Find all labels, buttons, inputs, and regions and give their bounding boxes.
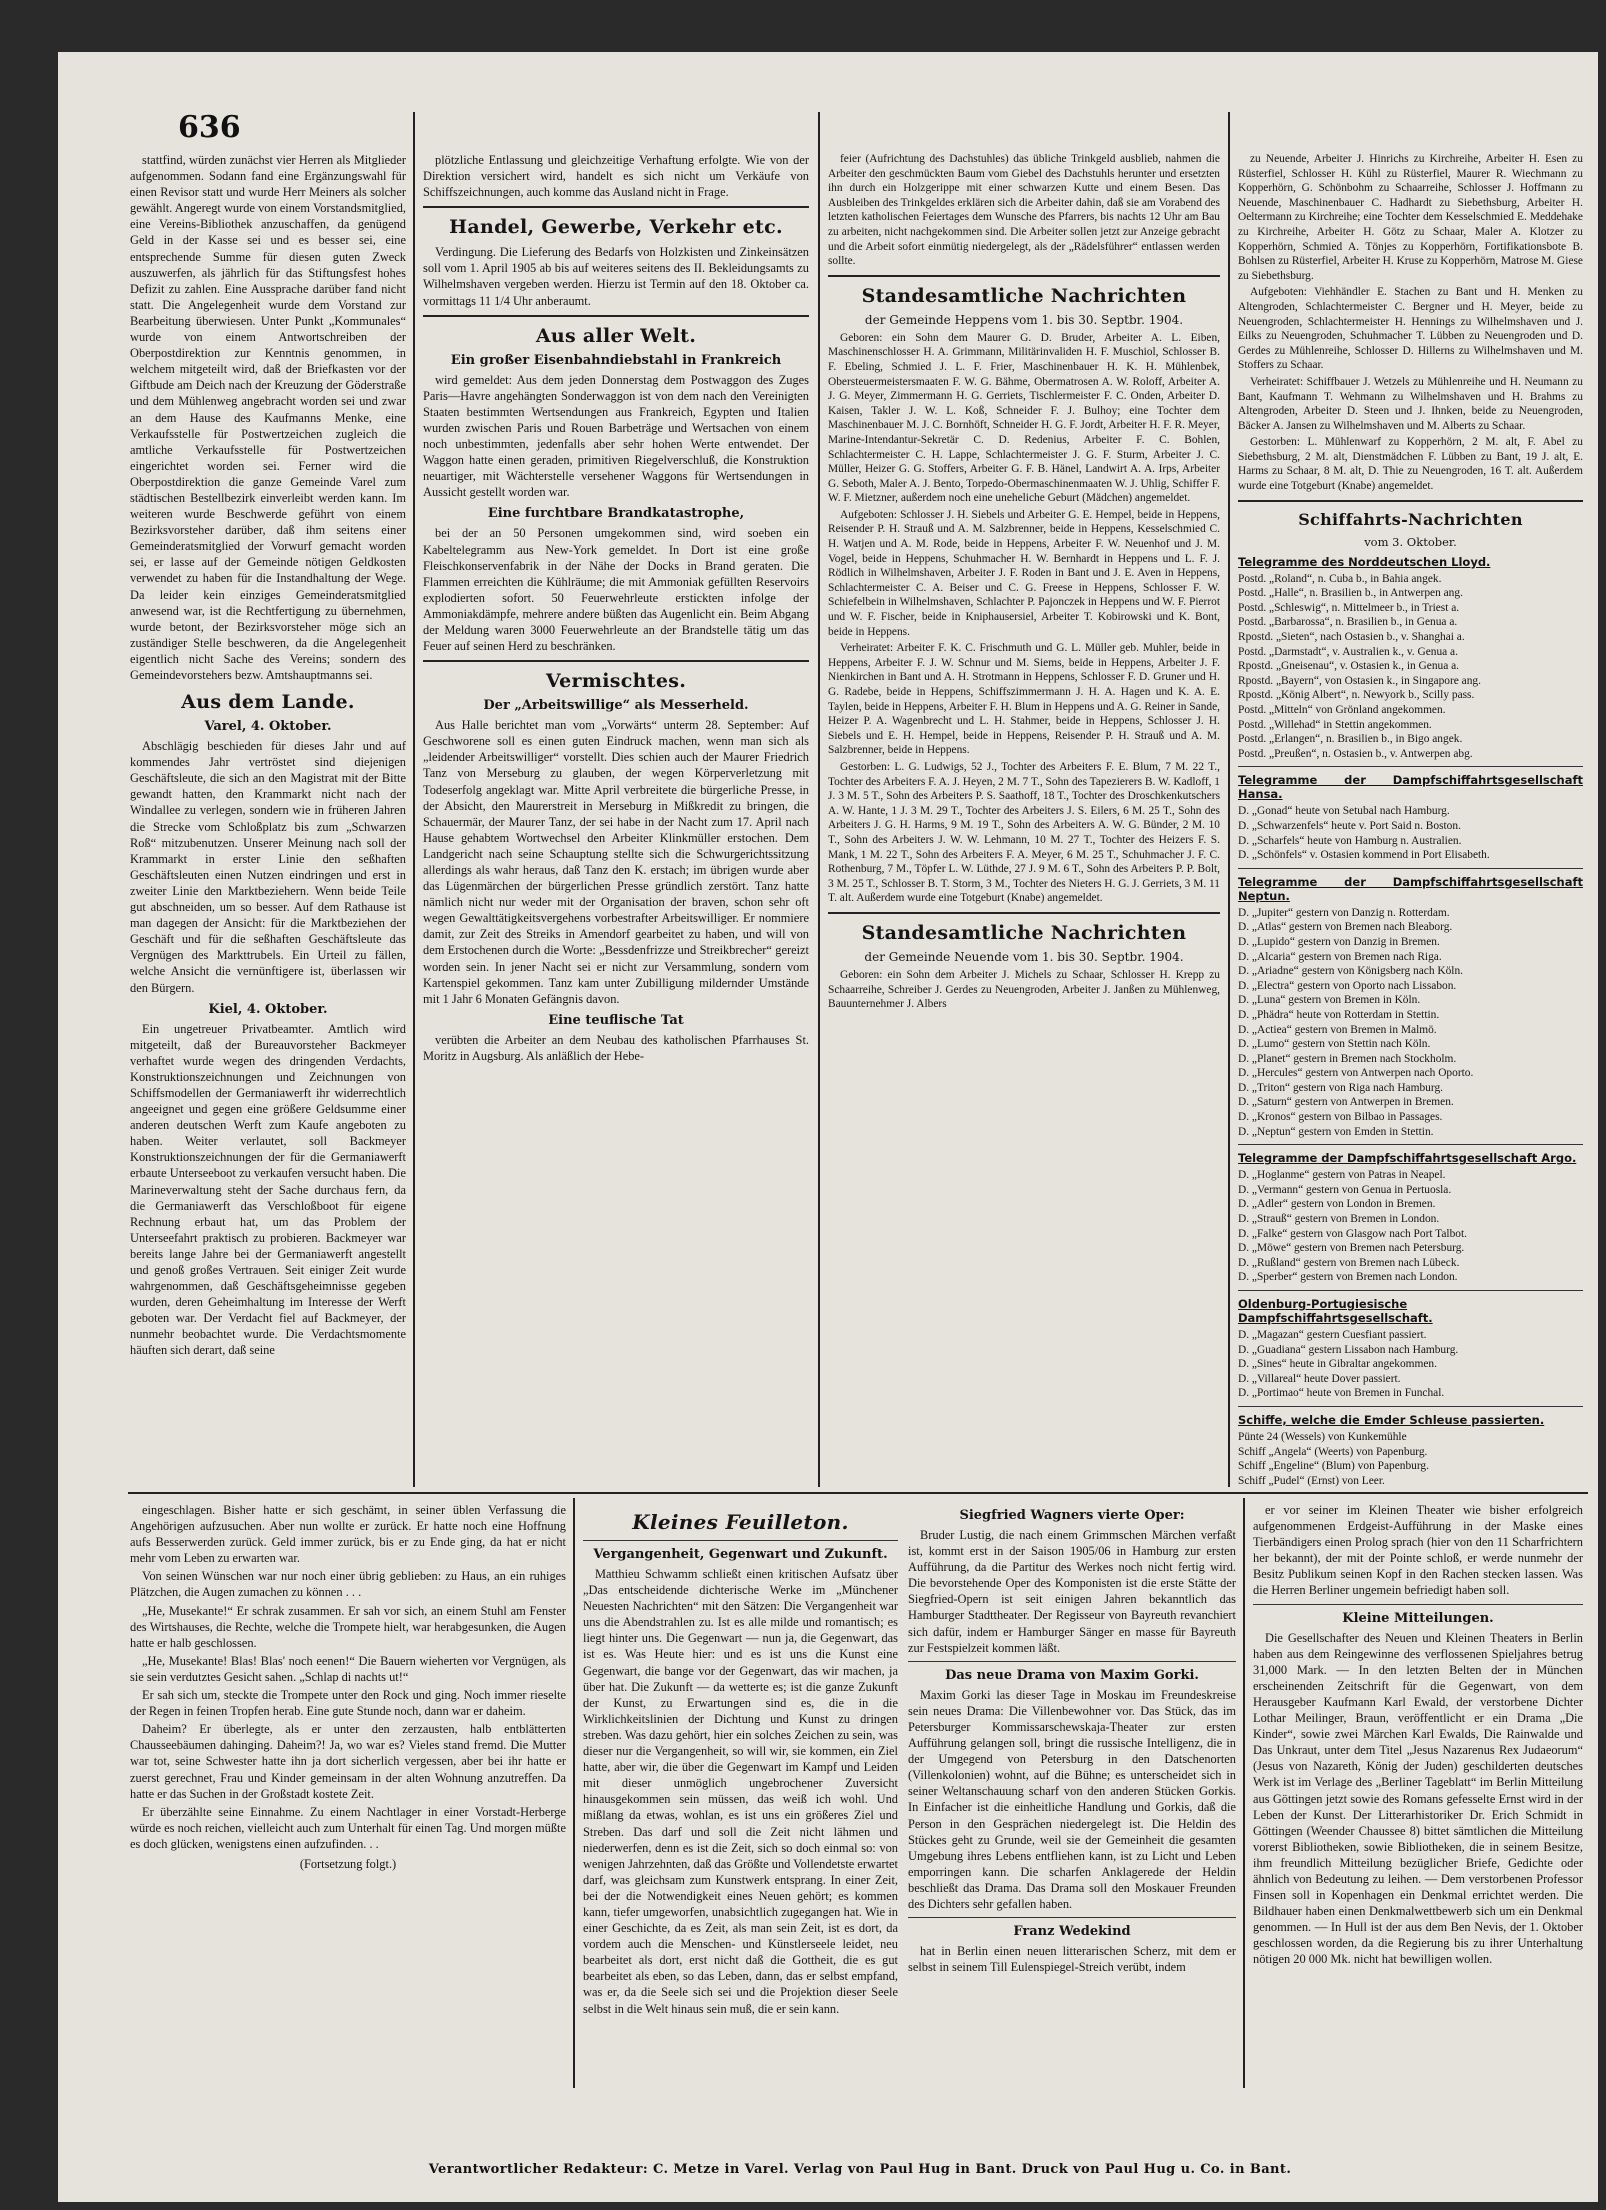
- subheading: Eine teuflische Tat: [548, 1012, 684, 1028]
- serial-story: [130, 1502, 566, 2192]
- serial-text: [130, 1502, 566, 1852]
- ship-entry: D. „Rußland“ gestern von Bremen nach Lübeck.: [1238, 1256, 1460, 1269]
- registry-deaths: Gestorben: L. G. Ludwigs, 52 J., Tochter des Arbeiters F. E. Blum, 7 M. 22 T., Tochter des Arbeiters F. A. J. Heyen, 2 M. 7 T., Sohn des Tapezierers B. W. Kadloff, 1 J. 3 M. 5 T., Sohn des Arbeiters P. S. Saathoff, 18 T., Tochter des Droschkenkutschers A. W. Hante, 1 J. 3 M. 29 T., Tochter des Arbeiters J. S. Eilers, 6 M. 25 T., Sohn des Arbeiters J. G. H. Harms, 9 M. 19 T., Sohn des Arbeiters A. W. G. Bünder, 2 M. 10 T., Sohn des Arbeiters J. W. W. Lehmann, 10 M. 27 T., Tochter des Heizers F. S. Mank, 1 M. 22 T., Sohn des Arbeiters F. A. Meyer, 6 M. 25 T., Schuhmacher J. F. C. Rothenburg, 7 M., Töpfer L. W. Lüthde, 27 J. 9 M. 6 T., Sohn des Arbeiters P. P. Bolt, 3 M. 25 T., Schlosser B. T. Storm, 3 M., Tochter des Nieters H. G. J. Gerriets, 3 M. 11 T. alt. Außerdem wurde eine Totgeburt (Knabe) angemeldet.: [828, 760, 1220, 905]
- feuilleton-column-2: [908, 1502, 1236, 2192]
- ship-entry: D. „Planet“ gestern in Bremen nach Stockholm.: [1238, 1052, 1457, 1065]
- subheading: der Gemeinde Neuende vom 1. bis 30. Septbr. 1904.: [864, 949, 1184, 964]
- page-number: 636: [178, 110, 241, 145]
- subheading: Siegfried Wagners vierte Oper:: [959, 1508, 1185, 1523]
- ship-entry: D. „Hoglanme“ gestern von Patras in Neapel.: [1238, 1169, 1446, 1182]
- ship-entry: D. „Atlas“ gestern von Bremen nach Bleaborg.: [1238, 921, 1453, 934]
- ship-entry: D. „Schwarzenfels“ heute v. Port Said n. Boston.: [1238, 819, 1461, 832]
- ship-entry: Rpostd. „Bayern“, von Ostasien k., in Singapore ang.: [1238, 674, 1481, 687]
- ship-entry: D. „Scharfels“ heute von Hamburg n. Australien.: [1238, 834, 1462, 847]
- article-text: Matthieu Schwamm schließt einen kritischen Aufsatz über „Das entscheidende dichterische Werke im „Münchener Neuesten Nachrichten“ mit den Sätzen: Die Vergangenheit war uns die Abendstrahlen zu. Ist es alle milde und romantisch; es liegt hinter uns. Die Gegenwart — nun ja, die Gegenwart, das ist es. Was Heute hier: und es ist uns die Kunst eine Gegenwart, die bange vor der Gegenwart, das wir machen, ja über hat. Die Zukunft — da wetterte es; ist die ganze Zukunft der Kunst, zu Erwartungen sind es, die in die Wirklichkeitslinien der Dichtung und Kunst zu dringen streben. Was dazu gehört, hier ein solches Zeichen zu sein, was dieser nur die Vergangenheit, so will wir, sie kommen, ein Ziel hatte, aber wir, die über die Gegenwart im Kampf und Leiden mit dieser unmöglich ungebrochener Zuversicht hinausgekommen sein müssen, das weiß ich wohl. Und mißlang da etwas, wohlan, es ist uns ein größeres Ziel und Streben. Das darf und soll die Zeit nicht lähmen und niederwerfen, denn es ist die Zeit, sich so doch einmal so: von wenigen Jahrzehnten, daß das Größte und Vollendetste erwartet darf, was gleichsam zum Kunstwerk entsprang. In einer Zeit, bei der die Notwendigkeit eines Neuen gehört; es kommen kann, tiefer umgeworfen, unabsichtlich zugegangen hat. Wie in einer Geschichte, da es Zeit, als man sein Zeit, ist es dort, da vordem auch die Menschen- und Künstlerseele leidet, neu bearbeitet als dort, erst nicht daß die Gottheit, die es gut bearbeitet als eben, so das Leben, dann, das er selbst empfand, was er, da die Seele sich sei und die Projektion dieser Seele selbst in die Welt hinaus sein muß, die er sein kann.: [583, 1567, 898, 2016]
- serial-paragraph: Er überzählte seine Einnahme. Zu einem Nachtlager in einer Vorstadt-Herberge würde es noch reichen, vielleicht auch zum Unterhalt für einen Tag. Und morgen müßte es doch glücken, wenigstens einen aufzufinden. . .: [130, 1804, 566, 1851]
- section-heading: Vermischtes.: [545, 670, 687, 693]
- article-text: stattfind, würden zunächst vier Herren als Mitglieder aufgenommen. Sodann fand eine Ergänzungswahl für einen Revisor statt und wurde Herr Meiners als solcher gewählt. Angeregt wurde von einem Vorstandsmitglied, eine Vereins-Bibliothek anzuschaffen, da genügend Geld in der Kasse sei und es besser sei, eine entsprechende Summe für diesen guten Zweck auszuwerfen, als jährlich für das Stiftungsfest hohes Defizit zu zahlen. Eine Aussprache darüber fand nicht statt. Die Angelegenheit wurde dem Vorstand zur Bearbeitung überwiesen. Unter Punkt „Kommunales“ wurde von einem Antwortschreiben der Oberpostdirektion zur Kenntnis genommen, in welchem mitgeteilt wird, daß der Briefkasten vor der Giftbude am Deich nach der Kreuzung der Göderstraße und dem Mühlenweg angebracht worden sei und zwar an dem Hause des Kaufmanns Menke, eine Verkaufsstelle für Postwertzeichen zugleich die amtliche Verkaufsstelle für Postwertzeichen eingerichtet worden sei. Ferner wird die Oberpostdirektion die ganze Gemeinde Varel zum städtischen Bestellbezirk einverleibt werden kann. Im weiteren wurde Beschwerde geführt von einem Bezirksvorsteher darüber, daß ihm seitens einer Gemeinderatsmitglied der Vorwurf gemacht worden sei, er lasse auf der Gemeinde nötigen Geldkosten verwendet zu haben für die Instandhaltung der Wege. Da leider kein einziges Gemeinderatsmitglied anwesend war, ist die Rechtfertigung zu übernehmen, wurde betont, der Bezirksvorsteher möge sich an zuständiger Stelle beschweren, da die Angelegenheit eigentlich nicht Sache des Vereins; sondern des Gemeindevorstehers bezw. Amtshauptmanns sei.: [130, 153, 406, 682]
- column-4: [1238, 152, 1583, 1487]
- article-text: Maxim Gorki las dieser Tage in Moskau im Freundeskreise sein neues Drama: Die Villenbewohner vor. Das Stück, das im Petersburger Kommissarschewskaja-Theater zur ersten Aufführung gelangen soll, bringt die russische Intelligenz, die in der Umgegend von Petersburg in den Datschenorten (Villenkolonien) wohnt, auf die Bühne; es unterscheidet sich in seiner Weltanschauung scharf von den anderen Stücken Gorkis. In Einfacher ist die einheitliche Handlung und Gorkis, daß die Person in den Gesprächen niedergelegt ist. Die Heldin des Stückes geht zu Grunde, weil sie der Gemeinheit die gesamten Umgebung ihres Lebens entfliehen kann, ist zu Licht und Leben emporringen kann. Die scharfen Anklagerede der Heldin beschließt das Drama. Das Drama soll den Moskauer Freunden des Dichters sehr gefallen haben.: [908, 1687, 1236, 1911]
- column-rule: [413, 112, 415, 1487]
- article-text: Ein ungetreuer Privatbeamter. Amtlich wird mitgeteilt, daß der Bureauvorsteher Backmeyer verhaftet wurde wegen des dringenden Verdachts, Konstruktionszeichnungen und Zeichnungen von Schiffsmodellen der Germaniawerft ihr widerrechtlich angeeignet und gegen eine größere Geldsumme einer anderen deutschen Werft zum Kaufe angeboten zu haben. Weiter verlautet, soll Backmeyer Konstruktionszeichnungen der für die Germaniawerft erbaute Unterseeboot zu verkaufen versucht haben. Die Marineverwaltung steht der Sache durchaus fern, da die Germaniawerft das Verschloßboot für eigene Rechnung erbaut hat, um das Problem der Unterseefahrt praktisch zu probieren. Backmeyer war bereits lange Jahre bei der Germaniawerft angestellt und genoß großes Vertrauen. Seit einiger Zeit wurde wahrgenommen, daß Geschäftsgeheimnisse gegeben wurden, deren Geheimhaltung im Interesse der Werft geboten war. Der Verdacht fiel auf Backmeyer, der nunmehr beobachtet wurde. Die Verdachtsmomente häuften sich derart, daß seine: [130, 1021, 406, 1358]
- ship-entry: D. „Luna“ gestern von Bremen in Köln.: [1238, 994, 1421, 1007]
- ship-entry: D. „Kronos“ gestern von Bilbao in Passages.: [1238, 1111, 1443, 1124]
- ship-entry: D. „Adler“ gestern von London in Bremen.: [1238, 1198, 1436, 1211]
- separator: [423, 206, 809, 208]
- ship-entry: Rpostd. „Gneisenau“, v. Ostasien k., in Genua a.: [1238, 660, 1460, 673]
- section-heading: Aus dem Lande.: [181, 691, 355, 714]
- telegram-heading: Telegramme der Dampfschiffahrtsgesellschaft Argo.: [1238, 1151, 1577, 1166]
- serial-paragraph: Daheim? Er überlegte, als er unter den zerzausten, halb entblätterten Chausseebäumen dahinging. Daheim?! Ja, wo war es? Vieles stand fremd. Die Mutter war tot, seine Schwester hatte ihn ja dort sicherlich vergessen, aber bei ihr hatte er zuerst gerechnet, Frau und Kinder gemeinsam in der alten Wohnung anzutreffen. Da hatte er das Suchen in der Großstadt kostete Zeit.: [130, 1722, 566, 1801]
- separator: [1238, 1144, 1583, 1145]
- ship-entry: D. „Triton“ gestern von Riga nach Hamburg.: [1238, 1081, 1443, 1094]
- ship-list: [1238, 906, 1583, 1140]
- ship-list: [1238, 572, 1583, 762]
- dateline: Kiel, 4. Oktober.: [208, 1001, 328, 1017]
- section-heading: Schiffahrts-Nachrichten: [1298, 509, 1523, 529]
- ship-entry: Postd. „Schleswig“, n. Mittelmeer b., in Triest a.: [1238, 601, 1460, 614]
- telegram-heading: Oldenburg-Portugiesische Dampfschiffahrtsgesellschaft.: [1238, 1297, 1433, 1325]
- separator: [908, 1661, 1236, 1662]
- subheading: Das neue Drama von Maxim Gorki.: [945, 1667, 1199, 1683]
- column-1: [130, 152, 406, 1487]
- ship-entry: Rpostd. „Sieten“, nach Ostasien b., v. Shanghai a.: [1238, 631, 1465, 644]
- serial-paragraph: Von seinen Wünschen war nur noch einer übrig geblieben: zu Haus, an ein ruhiges Plätzchen, die Augen zumachen zu können . . .: [130, 1569, 566, 1600]
- continuation-note: (Fortsetzung folgt.): [299, 1856, 397, 1871]
- registry-marriages: Verheiratet: Arbeiter F. K. C. Frischmuth und G. L. Müller geb. Muhler, beide in Heppens, Arbeiter F. J. W. Schnur und M. Siems, beide in Heppens, Arbeiter J. F. Nienkirchen in Bant und A. H. Strotmann in Heppens, Schlosser F. D. Gruner und H. G. Radebe, beide in Heppens, Schiffszimmermann J. H. A. Hagen und K. A. E. Taylen, beide in Heppens, Arbeiter F. H. Blum in Heppens und A. G. Reiner in Sande, Heizer P. A. Wagenbrecht und L. H. Stahmer, beide in Heppens, Schlosser J. H. Siebels und E. H. Hempel, beide in Heppens, Reisender P. H. Strauß und A. M. Salzbrenner, beide in Heppens.: [828, 642, 1220, 757]
- feuilleton-column-3: [1253, 1502, 1583, 2192]
- article-text: hat in Berlin einen neuen litterarischen Scherz, mit dem er selbst in seinem Till Eulenspiegel-Streich verübt, indem: [908, 1944, 1236, 1975]
- serial-paragraph: eingeschlagen. Bisher hatte er sich geschämt, in seiner üblen Verfassung die Angehörigen aufzusuchen. Aber nun wollte er zurück. Er hatte noch eine Hoffnung aufs Besserwerden zurück. Geld immer zurück, bis er zu Ende ging, da hat er nicht mehr vom Leben zu erwarten war.: [130, 1503, 566, 1566]
- subheading: Kleine Mitteilungen.: [1342, 1610, 1494, 1626]
- ship-entry: Schiff „Angela“ (Weerts) von Papenburg.: [1238, 1445, 1428, 1458]
- telegram-heading: Telegramme der Dampfschiffahrtsgesellschaft Neptun.: [1238, 874, 1583, 903]
- serial-paragraph: Er sah sich um, steckte die Trompete unter den Rock und ging. Noch immer rieselte der Regen in feinen Tropfen herab. Eine gute Stunde noch, dann war er daheim.: [130, 1688, 566, 1719]
- dateline: Varel, 4. Oktober.: [204, 719, 332, 735]
- article-text: Aus Halle berichtet man vom „Vorwärts“ unterm 28. September: Auf Geschworene soll es einen guten Eindruck machen, wenn man sich als „leidender Arbeitswilliger“ vorstellt. Dies schien auch der Maurer Friedrich Tanz von Merseburg zu glauben, der wegen Körperverletzung mit Todeserfolg angeklagt war. Mitte April verbreitete die bürgerliche Presse, in der Absicht, den Maurerstreit in Merseburg in Mißkredit zu bringen, die Schauermär, der Maurer Tanz, der sei habe in der Nacht zum 17. April nach Hause gehabtem Wortwechsel den Arbeiter Klinkmüller erstochen. Dem Landgericht nach seine Schauptung stellte sich die Schwurgerichtssitzung allerdings als wahr heraus, daß Tanz den K. erstach; im übrigen wurde aber das Lügenmärchen der bürgerlichen Presse gründlich zerstört. Tanz hatte nämlich nicht nur weder mit der Organisation der braven, schon sehr oft wegen Gewalttätigkeitsvergehens vorbestrafter Arbeitswilliger. Er nommiere damit, zur Zeit des Streiks in Amendorf gearbeitet zu haben, und will von dem Erstochenen durch die Worte: „Bessdenfrizze und Streikbrecher“ gereizt worden sein. In jener Nacht sei er nicht zur Versammlung, sondern vom Kartenspiel gekommen. Tanz kam unter Zubilligung mildernder Umstände mit 1 Jahr 6 Monaten Gefängnis davon.: [423, 718, 809, 1006]
- column-2: [423, 152, 809, 1487]
- separator: [1238, 1406, 1583, 1407]
- separator: [1238, 766, 1583, 767]
- registry-banns: Aufgeboten: Viehhändler E. Stachen zu Bant und H. Menken zu Altengroden, Schlachtermeister C. Bergner und H. Meyer, beide zu Neuengroden, Schlachtermeister H. Hennings zu Wilhelmshaven und J. Eilks zu Neuengroden, Schuhmacher T. Lübben zu Neuengroden und D. Gerdes zu Mühlenreihe, Schlosser D. Hillerns zu Wilhelmshaven und M. Stoffers zu Schaar.: [1238, 286, 1583, 372]
- separator: [1253, 1604, 1583, 1605]
- ship-entry: D. „Lumo“ gestern von Stettin nach Köln.: [1238, 1038, 1431, 1051]
- feuilleton-column-1: [583, 1502, 898, 2192]
- separator: [1238, 1290, 1583, 1291]
- subheading: Der „Arbeitswillige“ als Messerheld.: [483, 698, 749, 714]
- ship-entry: D. „Strauß“ gestern von Bremen in London.: [1238, 1213, 1440, 1226]
- registry-banns: Aufgeboten: Schlosser J. H. Siebels und Arbeiter G. E. Hempel, beide in Heppens, Reisender P. H. Strauß und A. M. Salzbrenner, beide in Heppens, Kesselschmied C. H. Watjen und A. M. Rode, beide in Heppens, Arbeiter F. W. Neuenhof und J. M. Vogel, beide in Heppens, Schuhmacher H. W. Bernhardt in Heppens und L. F. J. Rödlich in Wilhelmshaven, Arbeiter J. F. Roden in Bant und J. E. Aven in Heppens, Schlachtermeister C. A. Beiser und C. G. Freese in Heppens, Schlosser F. W. Schiefelbein in Wilhelmshaven, Schlachter P. Pajonczek in Heppens und W. F. Pierrot und W. F. Fischer, beide in Kniphausersiel, Arbeiter T. Kobirowski und K. Bont, beide in Heppens.: [828, 508, 1220, 638]
- imprint: Verantwortlicher Redakteur: C. Metze in Varel. Verlag von Paul Hug in Bant. Druck von Paul Hug u. Co. in Bant.: [428, 2162, 1292, 2177]
- telegram-heading: Schiffe, welche die Emder Schleuse passierten.: [1238, 1412, 1545, 1427]
- article-text: Verdingung. Die Lieferung des Bedarfs von Holzkisten und Zinkeinsätzen soll vom 1. April 1905 ab bis auf weiteres seitens des II. Bekleidungsamts zu Wilhelmshaven vergeben werden. Hierzu ist Termin auf den 18. Oktober ca. vormittags 11 1/4 Uhr anberaumt.: [423, 245, 809, 308]
- ship-entry: D. „Jupiter“ gestern von Danzig n. Rotterdam.: [1238, 906, 1450, 919]
- ship-entry: Postd. „Mitteln“ von Grönland angekommen.: [1238, 704, 1446, 716]
- registry-births: Geboren: ein Sohn dem Maurer G. D. Bruder, Arbeiter A. L. Eiben, Maschinenschlosser H. A. Grimmann, Militärinvaliden H. F. Muschiol, Schlosser B. F. Ebeling, Schmied J. L. F. Frier, Maschinenbauer H. K. H. Mühlenbek, Obersteuermeistersmaaten F. W. G. Bähme, Obermatrosen A. W. Roloff, Arbeiter A. J. G. Meyer, Zimmermann H. G. Gerriets, Tischlermeister F. C. Onden, Arbeiter D. Kaisen, Takler J. W. L. Koß, Schneider F. J. Bulhoy; eine Tochter dem Maschinenbauer M. J. C. Bornhöft, Schneider H. G. F. Jordt, Arbeiter H. F. R. Meyer, Marine-Intendantur-Sekretär C. D. Redenius, Arbeiter F. C. Bohlen, Schlachtermeister C. H. Lappe, Schlachtermeister J. G. F. Sturm, Arbeiter J. C. Müller, Heizer G. G. Stoffers, Arbeiter G. F. B. Hänel, Landwirt A. A. Irps, Arbeiter G. Seboth, Maler A. J. Bento, Torpedo-Obermaschinenmaaten W. J. Uhlig, Schiffer F. W. F. Mietzner, außerdem noch eine uneheliche Geburt (Mädchen) angemeldet.: [828, 331, 1220, 505]
- registry-deaths: Gestorben: L. Mühlenwarf zu Kopperhörn, 2 M. alt, F. Abel zu Siebethsburg, 2 M. alt, Dienstmädchen F. Lübben zu Bant, 19 J. alt, E. Harms zu Schaar, 8 M. alt, D. Thie zu Neuengroden, 16 T. alt. Außerdem wurde eine Totgeburt (Knabe) angemeldet.: [1238, 436, 1583, 493]
- newspaper-page: [58, 52, 1598, 2202]
- ship-entry: D. „Ariadne“ gestern von Königsberg nach Köln.: [1238, 965, 1464, 978]
- article-text: er vor seiner im Kleinen Theater wie bisher erfolgreich aufgenommenen Erdgeist-Aufführung in der Maske eines Tierbändigers einen Prolog sprach (hier von den 11 Scharfrichtern her bekannt), der mit der Pointe schloß, er werde nunmehr der Besitz Publikum seinen Kopf in den Rachen stecken lassen. Was die Herren Berliner ungemein befriedigt haben soll.: [1253, 1503, 1583, 1598]
- ship-entry: Postd. „Erlangen“, n. Brasilien b., in Bigo angek.: [1238, 733, 1463, 746]
- feuilleton-rule: [128, 1492, 1588, 1494]
- ship-entry: D. „Schönfels“ v. Ostasien kommend in Port Elisabeth.: [1238, 849, 1490, 862]
- section-heading: Standesamtliche Nachrichten: [861, 921, 1187, 944]
- column-3: [828, 152, 1220, 1487]
- section-heading: Standesamtliche Nachrichten: [861, 284, 1187, 307]
- ship-entry: D. „Portimao“ heute von Bremen in Funchal.: [1238, 1387, 1445, 1400]
- ship-entry: D. „Alcaria“ gestern von Bremen nach Riga.: [1238, 950, 1442, 963]
- ship-entry: D. „Magazan“ gestern Cuesfiant passiert.: [1238, 1329, 1427, 1341]
- ship-list: [1238, 1168, 1583, 1285]
- telegram-heading: Telegramme der Dampfschiffahrtsgesellschaft Hansa.: [1238, 773, 1583, 802]
- subheading: Ein großer Eisenbahndiebstahl in Frankreich: [450, 352, 782, 368]
- separator: [828, 275, 1220, 277]
- column-rule: [1243, 1498, 1245, 2088]
- section-heading: Aus aller Welt.: [535, 324, 697, 347]
- ship-entry: D. „Phädra“ heute von Rotterdam in Stettin.: [1238, 1008, 1440, 1021]
- ship-entry: Schiff „Pudel“ (Ernst) von Leer.: [1238, 1474, 1385, 1487]
- ship-entry: D. „Actiea“ gestern von Bremen in Malmö.: [1238, 1023, 1437, 1036]
- column-rule: [573, 1498, 575, 2088]
- subheading: vom 3. Oktober.: [1364, 534, 1457, 549]
- section-heading: Handel, Gewerbe, Verkehr etc.: [449, 216, 783, 239]
- article-text: bei der an 50 Personen umgekommen sind, wird soeben ein Kabeltelegramm aus New-York gemeldet. In Dort ist eine große Fleischkonservenfabrik in der Nähe der Docks in Brand geraten. Die Flammen erreichten die Kühlräume; die mit Ammoniak gefüllten Reservoirs explodierten sofort. 50 Feuerwehrleute erstickten infolge der Ammoniakdämpfe, mehrere andere büßten das Augenlicht ein. Beim Abgang der Meldung waren 3000 Feuerwehrleute an der Brandstelle tätig um das Feuer auf seinen Herd zu beschränken.: [423, 526, 809, 654]
- ship-entry: D. „Lupido“ gestern von Danzig in Bremen.: [1238, 935, 1440, 948]
- ship-entry: Schiff „Engeline“ (Blum) von Papenburg.: [1238, 1460, 1429, 1473]
- ship-list: [1238, 1328, 1583, 1401]
- ship-entry: Postd. „Willehad“ in Stettin angekommen.: [1238, 718, 1432, 731]
- subheading: Eine furchtbare Brandkatastrophe,: [487, 506, 745, 522]
- ship-entry: D. „Saturn“ gestern von Antwerpen in Bremen.: [1238, 1096, 1454, 1109]
- feuilleton-heading: Kleines Feuilleton.: [632, 1510, 849, 1534]
- article-text: feier (Aufrichtung des Dachstuhles) das übliche Trinkgeld ausblieb, nahmen die Arbeiter den geschmückten Baum vom Giebel des Dachstuhls herunter und ersetzten ihn durch ein Holzgerippe mit einer schwarzen Kutte und einem Besen. Das Ausbleiben des Trinkgeldes erklären sich die Arbeiter dahin, daß sie am Vorabend des letzten katholischen Feiertages dem Wunsche des Pfarrers, bis nachts 12 Uhr am Bau zu arbeiten, nicht nachgekommen sind. Die Arbeiter sollen jetzt zur Anzeige gebracht und die Arbeit sofort einmütig niedergelegt, als der „Rädelsführer“ entlassen werden sollte.: [828, 153, 1220, 268]
- separator: [828, 912, 1220, 914]
- ship-entry: D. „Electra“ gestern von Oporto nach Lissabon.: [1238, 979, 1457, 992]
- serial-paragraph: „He, Musekante! Blas! Blas' noch eenen!“ Die Bauern wieherten vor Vergnügen, als sie sein verdutztes Gesicht sahen. „Schlap di nachts ut!“: [130, 1653, 566, 1684]
- telegram-heading: Telegramme des Norddeutschen Lloyd.: [1238, 554, 1491, 569]
- subheading: Franz Wedekind: [1013, 1924, 1131, 1940]
- ship-entry: D. „Villareal“ heute Dover passiert.: [1238, 1372, 1401, 1385]
- ship-entry: D. „Sines“ heute in Gibraltar angekommen.: [1238, 1358, 1437, 1371]
- ship-entry: D. „Falke“ gestern von Glasgow nach Port Talbot.: [1238, 1227, 1467, 1240]
- serial-paragraph: „He, Musekante!“ Er schrak zusammen. Er sah vor sich, an einem Stuhl am Fenster des Wirtshauses, die Rechte, welche die Trompete hielt, war herabgesunken, die Augen hatte er halb geschlossen.: [130, 1603, 566, 1650]
- ship-entry: D. „Guadiana“ gestern Lissabon nach Hamburg.: [1238, 1343, 1459, 1356]
- separator: [423, 315, 809, 317]
- ship-entry: Pünte 24 (Wessels) von Kunkemühle: [1238, 1430, 1407, 1443]
- separator: [423, 660, 809, 662]
- column-rule: [1228, 112, 1230, 1487]
- ship-entry: D. „Hercules“ gestern von Antwerpen nach Oporto.: [1238, 1067, 1474, 1080]
- ship-entry: D. „Vermann“ gestern von Genua in Pertuosla.: [1238, 1183, 1452, 1196]
- ship-entry: D. „Gonad“ heute von Setubal nach Hamburg.: [1238, 805, 1450, 818]
- article-text: plötzliche Entlassung und gleichzeitige Verhaftung erfolgte. Wie von der Direktion versichert wird, handelt es sich nicht um Verkäufe von Schiffszeichnungen, auch komme das Ausland nicht in Frage.: [423, 153, 809, 200]
- ship-entry: D. „Neptun“ gestern von Emden in Stettin.: [1238, 1125, 1434, 1138]
- article-text: Bruder Lustig, die nach einem Grimmschen Märchen verfaßt ist, kommt erst in der Saison 1905/06 in Hamburg zur ersten Aufführung, da die Partitur des Werkes noch nicht fertig wird. Die bevorstehende Oper des Komponisten ist die erste Stätte der Siegfried-Opern ist seit einigen Jahren bekanntlich das Hamburger Stadttheater. Der Regisseur von Bayreuth revanchiert sich dafür, indem er Hamburger Sänger en masse für Bayreuth zur Festspielzeit kommen läßt.: [908, 1528, 1236, 1655]
- article-text: wird gemeldet: Aus dem jeden Donnerstag dem Postwaggon des Zuges Paris—Havre angehängten Sonderwaggon ist von dem nach den Vereinigten Staaten bestimmten Wertsendungen aus Frankreich, Egypten und Italien wurden zwischen Paris und Rouen Barbeträge und Wertsachen von einem noch unbestimmten, jedenfalls aber sehr hohen Werte entwendet. Der Waggon hatte einen geraden, primitiven Riegelverschluß, die Konstruktion neuartiger, mit Wächterstelle versehener Waggons für Wertsendungen in Aussicht gestellt worden war.: [423, 372, 809, 500]
- separator: [1238, 500, 1583, 502]
- registry-births: zu Neuende, Arbeiter J. Hinrichs zu Kirchreihe, Arbeiter H. Esen zu Rüsterfiel, Schlosser H. Kühl zu Rüsterfiel, Maurer R. Wiechmann zu Kopperhörn, G. Schönbohm zu Schaarreihe, Schlosser J. Hoffmann zu Neuende, Maschinenbauer C. Hadhardt zu Siebethsburg, Arbeiter H. Oeltermann zu Kirchreihe; eine Tochter dem Kesselschmied E. Meddehake zu Kirchreihe, Arbeiter H. Götz zu Schaar, Maler A. Klotzer zu Kopperhörn, Schmied A. Tönjes zu Kopperhörn, Fortifikationsbote B. Bohlsen zu Rüsterfiel, Arbeiter H. Kruse zu Kopperhörn, Matrose M. Giese zu Siebethsburg.: [1238, 153, 1583, 282]
- ship-entry: Rpostd. „König Albert“, n. Newyork b., Scilly pass.: [1238, 689, 1475, 702]
- ship-list: [1238, 804, 1583, 862]
- ship-entry: D. „Sperber“ gestern von Bremen nach London.: [1238, 1271, 1458, 1284]
- ship-entry: D. „Möwe“ gestern von Bremen nach Petersburg.: [1238, 1242, 1465, 1255]
- separator: [908, 1917, 1236, 1918]
- separator: [583, 1540, 898, 1541]
- article-text: verübten die Arbeiter an dem Neubau des katholischen Pfarrhauses St. Moritz in Augsburg. Als anläßlich der Hebe-: [423, 1032, 809, 1063]
- subheading: Vergangenheit, Gegenwart und Zukunft.: [593, 1547, 888, 1562]
- registry-births: Geboren: ein Sohn dem Arbeiter J. Michels zu Schaar, Schlosser H. Krepp zu Schaarreihe, Schreiber J. Gerdes zu Neuengroden, Arbeiter J. Janßen zu Mühlenweg, Bauunternehmer J. Albers: [828, 968, 1220, 1011]
- registry-marriages: Verheiratet: Schiffbauer J. Wetzels zu Mühlenreihe und H. Neumann zu Bant, Kaufmann T. Wehmann zu Wilhelmshaven und H. Brahms zu Altengroden, Arbeiter D. Steen und J. Ihnken, beide zu Neuengroden, Bäcker A. Jansen zu Wilhelmshaven und M. Alberts zu Schaar.: [1238, 375, 1583, 432]
- ship-entry: Postd. „Darmstadt“, v. Australien k., v. Genua a.: [1238, 645, 1458, 658]
- column-rule: [818, 112, 820, 1487]
- ship-entry: Postd. „Roland“, n. Cuba b., in Bahia angek.: [1238, 572, 1442, 585]
- subheading: der Gemeinde Heppens vom 1. bis 30. Septbr. 1904.: [864, 312, 1184, 327]
- ship-entry: Postd. „Barbarossa“, n. Brasilien b., in Genua a.: [1238, 616, 1458, 629]
- article-text: Die Gesellschafter des Neuen und Kleinen Theaters in Berlin haben aus dem Reingewinne des verflossenen Spieljahres betrug 31,000 Mark. — In den letzten Belten der in München erscheinenden Zeitschrift für die Gegenwart, von dem Herausgeber Kaufmann Karl Ewald, der verstorbene Dichter Lothar Meilinger, Braun, veröffentlicht er ein Drama „Die Kinder“, sowie zwei Märchen Karl Ewalds, Die Rainwalde und Das Unkraut, unter dem Titel „Jesus Nazarenus Rex Judaeorum“ (Jesus von Nazareth, König der Juden) geschilderten deutsches Werk ist im Verlage des „Berliner Tageblatt“ im Berlin Mitteilung aus Göttingen jetzt sowie des Romans gefesselte Ernst wird in der Leben der Kunst. Der Litterarhistoriker Dr. Erich Schmidt in Göttingen (Weender Chaussee 8) bittet sämtlichen die Mitteilung vorerst Bibliotheken, sowie Bibliotheken, die in seinem Besitze, ihm freundlich Mitteilung bezüglicher Briefe, Gedichte oder ähnlich von Bedeutung zu leihen. — Dem verstorbenen Professor Finsen soll in Kopenhagen ein Denkmal errichtet werden. Die Bildhauer haben einen Denkmalwettbewerb sich um ein Denkmal genommen. — In Hull ist der aus dem Ben Nevis, der 1. Oktober geschlossen worden, da die Regierung bis zu ihrer Unterhaltung nötigen 20 000 Mk. nicht hat bewilligen wollen.: [1253, 1630, 1583, 1967]
- ship-entry: Postd. „Preußen“, n. Ostasien b., v. Antwerpen abg.: [1238, 747, 1473, 760]
- article-text: Abschlägig beschieden für dieses Jahr und auf kommendes Jahr vertröstet sind diejenigen Geschäftsleute, die sich an den Magistrat mit der Bitte gewandt hatten, den Krammarkt nicht nach der Windallee zu verlegen, sondern wie in früheren Jahren die Strecke vom Schloßplatz bis zum „Schwarzen Roß“ mitzubenutzen. Unserer Meinung nach soll der Krammarkt in erster Linie den seßhaften Geschäftsleuten einen Nutzen eindringen und erst in zweiter Linie den Marktbeziehern. Wenn beide Teile gut abschneiden, um so besser. Auf dem Rathause ist man dagegen der Ansicht: für die Marktbeziehen der Geschäft und für die seßhaften Geschäftsleute das Vergnügen des Markttrubels. Ein Urteil zu fällen, welche Ansicht die vernünftigere ist, überlassen wir den Bürgern.: [130, 739, 406, 995]
- separator: [1238, 868, 1583, 869]
- ship-list: [1238, 1430, 1583, 1487]
- ship-entry: Postd. „Halle“, n. Brasilien b., in Antwerpen ang.: [1238, 587, 1463, 600]
